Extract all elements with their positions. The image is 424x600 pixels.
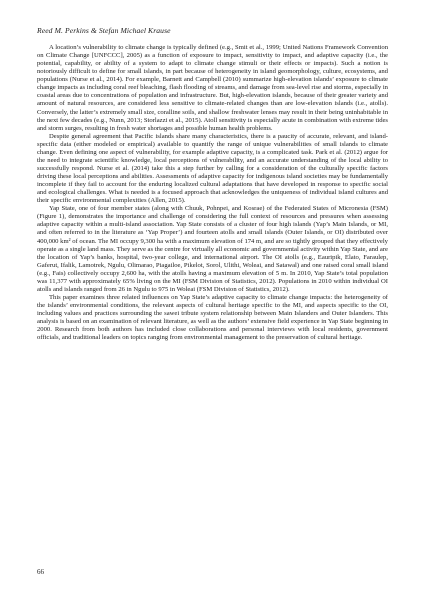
paragraph-4: This paper examines three related influences on Yap State’s adaptive capacity to climate change impacts: the heterogeneity of the islands’ environmental conditions, the relevant aspects of cultural heritage specific to the MI, and aspects specific to the OI, including values and practices surrounding the sawei tribute system relationship between Main Islanders and Outer Islanders. This analysis is based on an examination of relevant literature, as well as the authors’ extensive field experience in Yap State beginning in 2000. Research from both authors has included close collaborations and personal interviews with local residents, government officials, and traditional leaders on topics ranging from environmental management to the preservation of cultural heritage. xyxy=(37,293,388,342)
body-text xyxy=(37,44,388,564)
page-number: 66 xyxy=(37,568,44,576)
paragraph-3: Yap State, one of four member states (along with Chuuk, Pohnpei, and Kosrae) of the Federated States of Micronesia (FSM) (Figure 1), demonstrates the importance and challenge of considering the full context of resources and pressures when assessing adaptive capacity within a multi-island association. Yap State consists of a cluster of four high islands (Yap’s Main Islands, or MI, and often referred to in the literature as ‘Yap Proper’) and fourteen atolls and small islands (Outer Islands, or OI) distributed over 400,000 km² of ocean. The MI occupy 9,300 ha with a maximum elevation of 174 m, and are so tightly grouped that they effectively operate as a single land mass. They serve as the centre for virtually all economic and governmental activity within Yap State, and are the location of Yap’s banks, hospital, two-year college, and international airport. The OI atolls (e.g., Eauripik, Elato, Faraulep, Gaferut, Ifalik, Lamotrek, Ngulu, Olimarao, Piagailoe, Pikelot, Sorol, Ulithi, Woleai, and Satawal) and one raised coral small island (e.g., Fais) collectively occupy 2,600 ha, with the atolls having a maximum elevation of 5 m. In 2010, Yap State’s total population was 11,377 with approximately 65% living on the MI (FSM Division of Statistics, 2012). Populations in 2010 within individual OI atolls and islands ranged from 26 in Ngulu to 975 in Woleai (FSM Division of Statistics, 2012). xyxy=(37,205,388,293)
paragraph-1: A location’s vulnerability to climate change is typically defined (e.g., Smit et al., 1999; United Nations Framework Convention on Climate Change [UNFCCC], 2005) as a function of exposure to impact, sensitivity to impact, and adaptive capacity (i.e., the potential, capability, or ability of a system to adapt to climate change stimuli or their effects or impacts). Such a notion is notoriously difficult to define for small islands, in part because of heterogeneity in island geomorphology, culture, ecosystems, and populations (Nurse et al., 2014). For example, Barnett and Campbell (2010) summarize high-elevation islands’ exposure to climate change impacts as including coral reef bleaching, flash flooding of streams, and damage from sea-level rise and storms, especially in coastal areas due to concentrations of population and infrastructure. But, high-elevation islands, because of their greater variety and amount of natural resources, are considered less sensitive to climate-related changes than are low-elevation islands (i.e., atolls). Conversely, the latter’s extremely small size, coralline soils, and shallow freshwater lenses may result in their being uninhabitable in the next few decades (e.g., Nunn, 2013; Storlazzi et al., 2015). Atoll sensitivity is especially acute in combination with extreme tides and storm surges, resulting in fresh water shortages and possible human health problems. xyxy=(37,44,388,132)
paragraph-2: Despite general agreement that Pacific islands share many characteristics, there is a paucity of accurate, relevant, and island-specific data (either modeled or empirical) available to quantify the range of unique vulnerabilities of small islands to climate change. Even defining one aspect of vulnerability, for example adaptive capacity, is a complicated task. Park et al. (2012) argue for the need to integrate scientific knowledge, local perceptions of vulnerability, and an accurate understanding of the local ability to successfully respond. Nurse et al. (2014) take this a step further by calling for a consideration of the culturally specific factors driving these local perceptions and abilities. Assessments of adaptive capacity for indigenous island societies may be fundamentally incomplete if they fail to account for the enduring localized cultural adaptations that have developed in response to specific social and ecological challenges. What is needed is a focused approach that acknowledges the uniqueness of individual island cultures and their specific environmental complexities (Allen, 2015). xyxy=(37,132,388,205)
running-head: Reed M. Perkins & Stefan Michael Krause xyxy=(37,26,171,35)
